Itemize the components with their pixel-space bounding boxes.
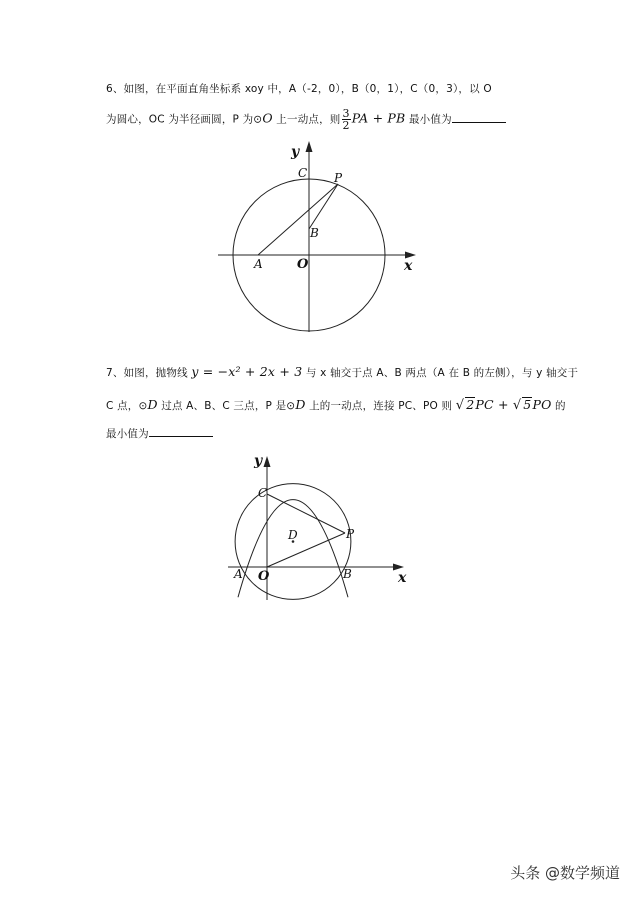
- q7-label-a: A: [234, 567, 243, 581]
- q7-label-x: x: [398, 570, 407, 586]
- q7-label-o: O: [258, 569, 270, 584]
- q7-radical-2: √: [512, 398, 522, 413]
- q7-circle-d: D: [147, 397, 158, 412]
- q6-expression: PA + PB: [351, 110, 406, 126]
- q7-parabola: y = −x² + 2x + 3: [191, 364, 303, 379]
- q7-label-c: C: [258, 486, 268, 500]
- q7-po: PO: [532, 397, 552, 412]
- q7-sqrt2: 2: [466, 397, 475, 412]
- q7-circle-d2: D: [295, 397, 306, 412]
- q6-label-b: B: [310, 226, 319, 240]
- q6-circle-o: O: [262, 110, 273, 126]
- q6-line-2-post: 最小值为: [405, 113, 452, 126]
- q7-label-y: y: [254, 453, 263, 469]
- q6-label-y: y: [291, 144, 300, 160]
- q6-line-1: 6、如图，在平面直角坐标系 xoy 中，A（-2，0），B（0，1），C（0，3），以 O: [106, 83, 492, 95]
- q6-line-2-mid: 上一动点，则: [272, 113, 341, 126]
- q7-line-2-mid2: 上的一动点，连接 PC、PO 则: [305, 400, 456, 412]
- q7-line-2-mid: 过点 A、B、C 三点，P 是⊙: [157, 400, 296, 412]
- q7-line-1-pre: 7、如图，抛物线: [106, 367, 192, 379]
- q6-label-c: C: [298, 166, 308, 180]
- q6-label-p: P: [334, 171, 343, 185]
- q7-line-1-post: 与 x 轴交于点 A、B 两点（A 在 B 的左侧），与 y 轴交于: [302, 367, 579, 379]
- q7-label-p: P: [346, 527, 355, 541]
- q7-line-2-pre: C 点，⊙: [106, 400, 148, 412]
- watermark: 头条 @数学频道: [510, 864, 620, 882]
- q6-label-x: x: [404, 258, 413, 274]
- q7-line-3-text: 最小值为: [106, 428, 149, 440]
- q7-parabola-curve: [238, 500, 348, 598]
- q7-label-b: B: [343, 567, 352, 581]
- q7-sqrt5: 5: [523, 397, 532, 412]
- q7-y-arrow: [264, 456, 271, 467]
- q7-segment-po: [267, 533, 345, 567]
- q6-label-a: A: [254, 257, 263, 271]
- q6-line-2-pre: 为圆心，OC 为半径画圆，P 为⊙: [106, 113, 263, 126]
- q7-line-2-post: 的: [551, 400, 566, 412]
- q6-frac-num: 3: [342, 107, 350, 120]
- q7-label-d: D: [288, 528, 298, 542]
- q7-pc: PC: [475, 397, 494, 412]
- q7-plus: +: [493, 397, 513, 412]
- q6-frac-den: 2: [342, 119, 350, 132]
- q7-radical-1: √: [455, 398, 465, 413]
- q6-label-o: O: [297, 257, 309, 272]
